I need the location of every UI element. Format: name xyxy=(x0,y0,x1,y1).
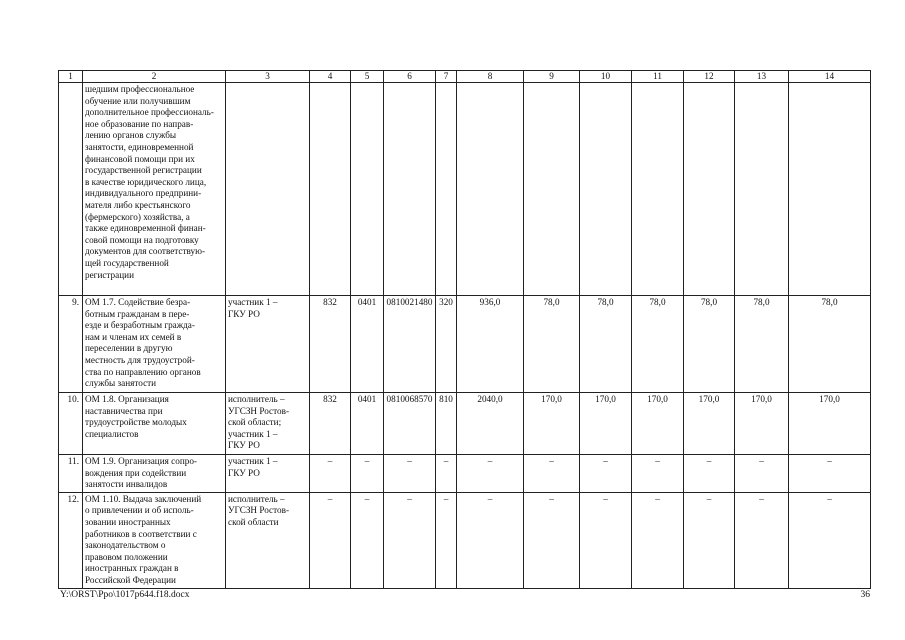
column-number-row xyxy=(59,71,871,83)
table-row xyxy=(59,492,871,588)
year-amount xyxy=(632,83,684,296)
header-cell: 8 xyxy=(457,71,524,83)
year-amount: 170,0 xyxy=(580,393,632,455)
year-amount: 78,0 xyxy=(524,296,580,393)
header-cell: 11 xyxy=(632,71,684,83)
footer-file-path: Y:\ORST\Ppo\1017p644.f18.docx xyxy=(60,590,190,600)
row-number: 9. xyxy=(59,296,83,393)
expense-type-code: 320 xyxy=(436,296,457,393)
executor-cell: исполнитель – УГСЗН Ростов- ской области; участник 1 – ГКУ РО xyxy=(226,393,310,455)
table-row xyxy=(59,393,871,455)
year-amount: – xyxy=(735,455,789,493)
measure-name: ОМ 1.7. Содействие безра- ботным гражданам в пере- езде и безработным гражда- нам и членам их семей в переселении в другую местность для трудоустрой- ства по направлению органов службы занятости xyxy=(83,296,226,393)
year-amount xyxy=(580,83,632,296)
program-table xyxy=(58,70,871,589)
total-amount: – xyxy=(457,455,524,493)
section-code: – xyxy=(351,455,384,493)
executor-cell: исполнитель – УГСЗН Ростов- ской области xyxy=(226,492,310,588)
section-code: 0401 xyxy=(351,296,384,393)
year-amount: – xyxy=(684,455,735,493)
year-amount: 170,0 xyxy=(684,393,735,455)
year-amount xyxy=(524,83,580,296)
year-amount: 78,0 xyxy=(580,296,632,393)
target-article-code: – xyxy=(384,455,436,493)
total-amount: 936,0 xyxy=(457,296,524,393)
row-number: 12. xyxy=(59,492,83,588)
year-amount: – xyxy=(632,455,684,493)
year-amount: – xyxy=(524,455,580,493)
year-amount: – xyxy=(580,492,632,588)
header-cell: 12 xyxy=(684,71,735,83)
header-cell: 6 xyxy=(384,71,436,83)
expense-type-code: – xyxy=(436,455,457,493)
executor-cell xyxy=(226,83,310,296)
year-amount: – xyxy=(789,455,871,493)
header-cell: 10 xyxy=(580,71,632,83)
executor-cell: участник 1 – ГКУ РО xyxy=(226,296,310,393)
section-code: – xyxy=(351,492,384,588)
year-amount: – xyxy=(580,455,632,493)
header-cell: 14 xyxy=(789,71,871,83)
year-amount: 78,0 xyxy=(789,296,871,393)
measure-name: ОМ 1.8. Организация наставничества при трудоустройстве молодых специалистов xyxy=(83,393,226,455)
measure-name: ОМ 1.9. Организация сопро- вождения при содействии занятости инвалидов xyxy=(83,455,226,493)
executor-cell: участник 1 – ГКУ РО xyxy=(226,455,310,493)
table-row xyxy=(59,455,871,493)
year-amount: 170,0 xyxy=(632,393,684,455)
page-number: 36 xyxy=(860,590,870,600)
section-code: 0401 xyxy=(351,393,384,455)
row-number xyxy=(59,83,83,296)
section-code xyxy=(351,83,384,296)
header-cell: 7 xyxy=(436,71,457,83)
header-cell: 2 xyxy=(83,71,226,83)
row-number: 11. xyxy=(59,455,83,493)
year-amount: 170,0 xyxy=(789,393,871,455)
year-amount: – xyxy=(789,492,871,588)
expense-type-code: 810 xyxy=(436,393,457,455)
total-amount xyxy=(457,83,524,296)
year-amount: 170,0 xyxy=(735,393,789,455)
header-cell: 13 xyxy=(735,71,789,83)
expense-type-code: – xyxy=(436,492,457,588)
measure-name: ОМ 1.10. Выдача заключений о привлечении и об исполь- зовании иностранных работников в соответствии с законодательством о правовом положении иностранных граждан в Российской Федерации xyxy=(83,492,226,588)
year-amount: – xyxy=(735,492,789,588)
grbs-code: 832 xyxy=(310,393,351,455)
header-cell: 9 xyxy=(524,71,580,83)
row-number: 10. xyxy=(59,393,83,455)
year-amount: 78,0 xyxy=(684,296,735,393)
total-amount: – xyxy=(457,492,524,588)
measure-name: шедшим профессиональное обучение или получившим дополнительное профессиональ- ное образование по направ- лению органов службы занятости, единовременной финансовой помощи при их государственной регистрации в качестве юридического лица, индивидуального предприни- мателя либо крестьянского (фермерского) хозяйства, а также единовременной финан- совой помощи на подготовку документов для соответствую- щей государственной регистрации xyxy=(83,83,226,296)
year-amount xyxy=(735,83,789,296)
grbs-code: – xyxy=(310,492,351,588)
table-row xyxy=(59,83,871,296)
target-article-code: – xyxy=(384,492,436,588)
expense-type-code xyxy=(436,83,457,296)
grbs-code xyxy=(310,83,351,296)
target-article-code xyxy=(384,83,436,296)
header-cell: 4 xyxy=(310,71,351,83)
year-amount xyxy=(789,83,871,296)
header-cell: 1 xyxy=(59,71,83,83)
grbs-code: 832 xyxy=(310,296,351,393)
year-amount: 170,0 xyxy=(524,393,580,455)
year-amount xyxy=(684,83,735,296)
header-cell: 3 xyxy=(226,71,310,83)
target-article-code: 0810021480 xyxy=(384,296,436,393)
year-amount: – xyxy=(632,492,684,588)
year-amount: 78,0 xyxy=(632,296,684,393)
grbs-code: – xyxy=(310,455,351,493)
year-amount: 78,0 xyxy=(735,296,789,393)
header-cell: 5 xyxy=(351,71,384,83)
target-article-code: 0810068570 xyxy=(384,393,436,455)
year-amount: – xyxy=(684,492,735,588)
total-amount: 2040,0 xyxy=(457,393,524,455)
year-amount: – xyxy=(524,492,580,588)
table-row xyxy=(59,296,871,393)
